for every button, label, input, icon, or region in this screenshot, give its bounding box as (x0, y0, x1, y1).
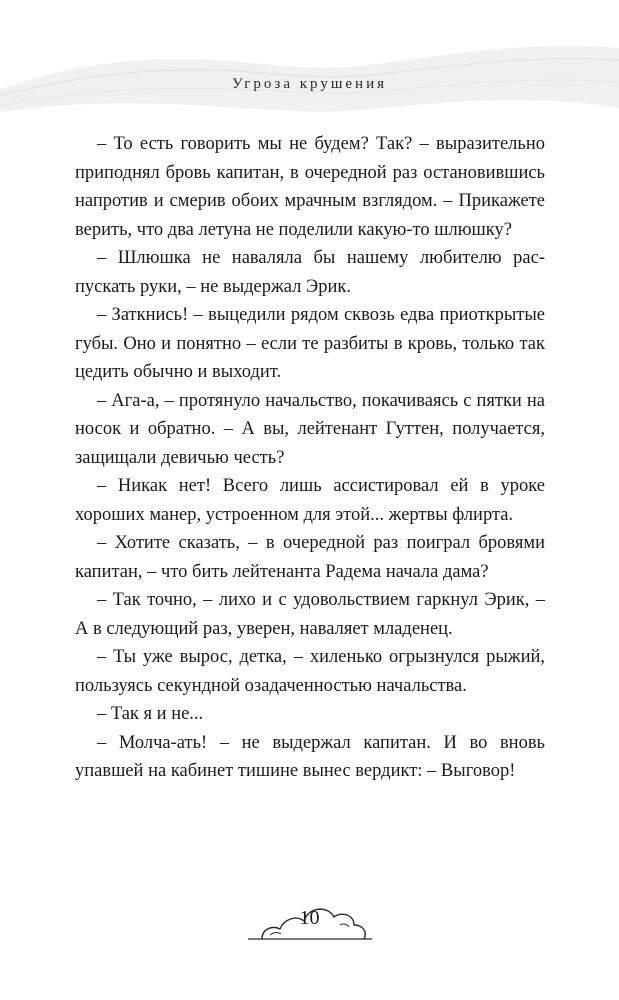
header-wave-decoration (0, 0, 619, 130)
paragraph: – Шлюшка не наваляла бы нашему любителю распускать руки, – не выдержал Эрик. (75, 248, 545, 297)
paragraph: – Ты уже вырос, детка, – хиленько огрызнулся рыжий, пользуясь секундной озадаченностью начальства. (75, 647, 545, 696)
paragraph: – Так точно, – лихо и с удовольствием гаркнул Эрик, – А в следующий раз, уверен, наваляет младенец. (75, 590, 545, 639)
page-number: 10 (299, 907, 320, 929)
paragraph: – То есть говорить мы не будем? Так? – выразительно приподнял бровь капитан, в очередной раз остановившись напротив и смерив обоих мрачным взглядом. – Прикажете верить, что два летуна не поделили какую-то шлюшку? (75, 134, 545, 240)
paragraph: – Так я и не... (97, 704, 204, 724)
paragraph: – Молча-ать! – не выдержал капитан. И во вновь упавшей на кабинет тишине вынес вердикт: – Выговор! (75, 732, 545, 781)
page-footer (0, 895, 619, 955)
paragraph: – Заткнись! – выцедили рядом сквозь едва приоткрытые губы. Оно и понятно – если те разбиты в кровь, только так цедить обычно и выходит. (75, 305, 545, 382)
paragraph: – Никак нет! Всего лишь ассистировал ей в уроке хороших манер, устроенном для этой... жертвы флирта. (75, 476, 545, 525)
running-title: Угроза крушения (231, 76, 388, 92)
paragraph: – Хотите сказать, – в очередной раз поиграл бровями капитан, – что бить лейтенанта Радема начала дама? (75, 533, 545, 582)
body-text (75, 130, 545, 786)
paragraph: – Ага-а, – протянуло начальство, покачиваясь с пятки на носок и обратно. – А вы, лейтенант Гуттен, получается, защищали девичью честь? (75, 390, 545, 468)
